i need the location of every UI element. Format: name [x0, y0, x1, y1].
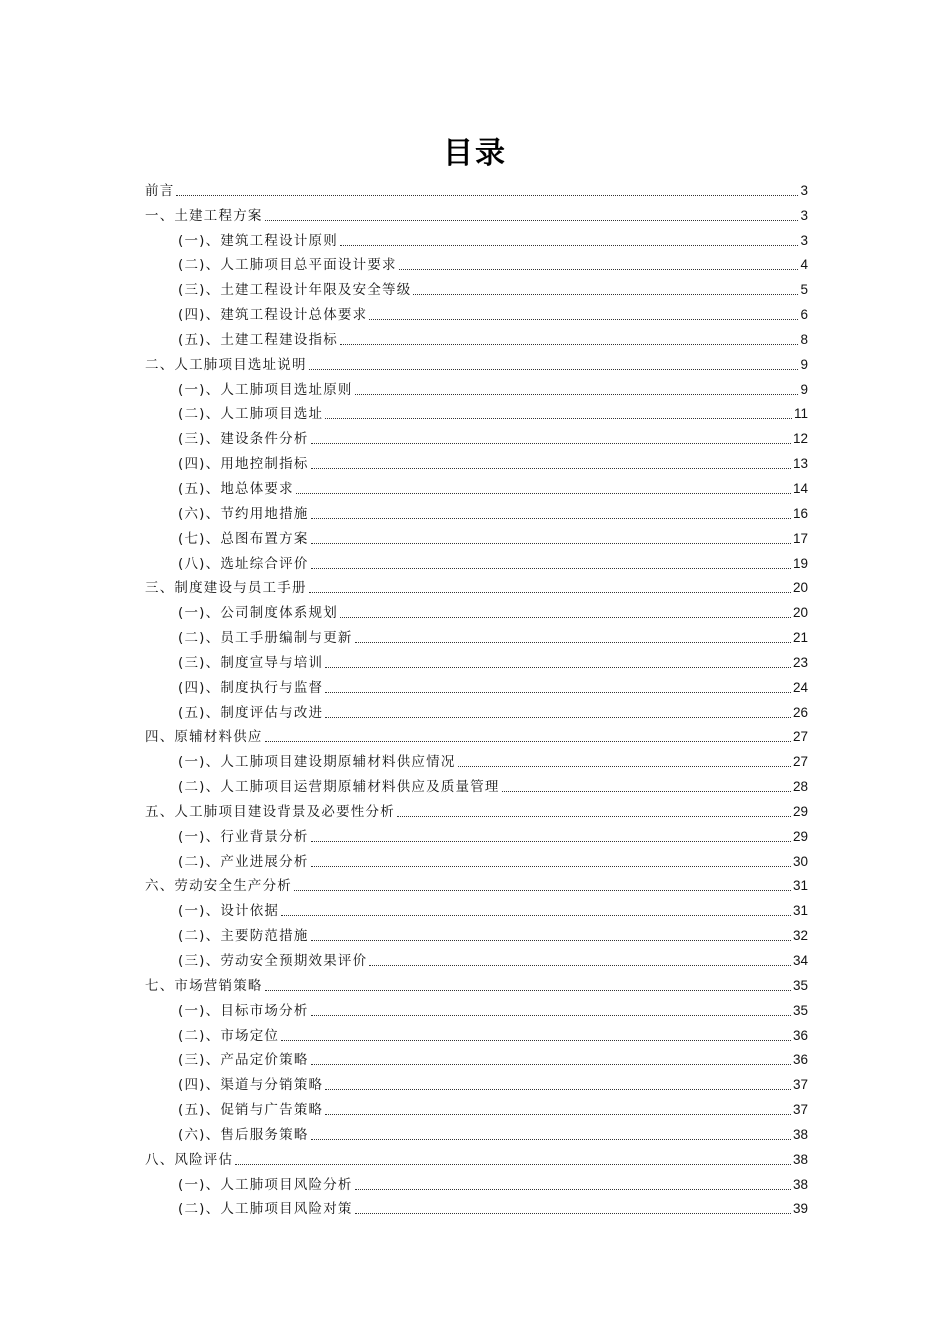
toc-entry-text: (三)、制度宣导与培训	[178, 654, 324, 671]
toc-page-number: 24	[792, 679, 808, 695]
toc-page-number: 3	[800, 207, 808, 223]
toc-entry-text: (二)、人工肺项目总平面设计要求	[178, 257, 397, 274]
toc-entry-text: (三)、土建工程设计年限及安全等级	[178, 282, 412, 299]
toc-entry[interactable]	[145, 323, 808, 348]
toc-entry[interactable]	[145, 596, 808, 621]
toc-page-number: 39	[792, 1201, 808, 1217]
toc-page-number: 38	[792, 1151, 808, 1167]
toc-entry-text: 八、风险评估	[145, 1151, 234, 1168]
toc-entry[interactable]	[145, 994, 808, 1019]
toc-entry[interactable]	[145, 1068, 808, 1093]
toc-entry[interactable]	[145, 770, 808, 795]
dot-leader	[296, 492, 791, 494]
toc-entry-text: (八)、选址综合评价	[178, 555, 309, 572]
toc-entry[interactable]	[145, 1168, 808, 1193]
toc-entry[interactable]	[145, 745, 808, 770]
toc-entry[interactable]	[145, 373, 808, 398]
toc-page-number: 12	[792, 431, 808, 447]
toc-entry-text: (六)、售后服务策略	[178, 1126, 309, 1143]
toc-entry-text: (一)、人工肺项目建设期原辅材料供应情况	[178, 754, 456, 771]
toc-entry-text: (六)、节约用地措施	[178, 505, 309, 522]
toc-page-number: 38	[792, 1176, 808, 1192]
dot-leader	[355, 393, 799, 395]
toc-entry[interactable]	[145, 969, 808, 994]
toc-page-number: 29	[792, 803, 808, 819]
dot-leader	[265, 740, 791, 742]
toc-page-number: 14	[792, 480, 808, 496]
toc-entry-text: 一、土建工程方案	[145, 207, 263, 224]
dot-leader	[325, 666, 791, 668]
toc-entry-text: 五、人工肺项目建设背景及必要性分析	[145, 803, 395, 820]
toc-entry-text: (二)、市场定位	[178, 1027, 280, 1044]
toc-page-number: 30	[792, 853, 808, 869]
toc-entry-text: (三)、建设条件分析	[178, 431, 309, 448]
toc-entry[interactable]	[145, 795, 808, 820]
dot-leader	[176, 194, 798, 196]
toc-entry[interactable]	[145, 224, 808, 249]
dot-leader	[399, 268, 799, 270]
toc-page-number: 35	[792, 977, 808, 993]
toc-entry[interactable]	[145, 721, 808, 746]
toc-entry[interactable]	[145, 621, 808, 646]
toc-entry-text: (三)、劳动安全预期效果评价	[178, 953, 368, 969]
toc-page-number: 36	[792, 1052, 808, 1068]
dot-leader	[309, 591, 791, 593]
toc-page-number: 27	[792, 729, 808, 745]
toc-title: 目录	[443, 136, 507, 171]
toc-entry-text: (四)、建筑工程设计总体要求	[178, 307, 368, 324]
toc-entry-text: (二)、主要防范措施	[178, 928, 309, 945]
toc-entry-text: 四、原辅材料供应	[145, 729, 263, 746]
toc-entry-text: (四)、用地控制指标	[178, 456, 309, 473]
toc-entry-text: (一)、人工肺项目风险分析	[178, 1176, 353, 1193]
toc-page-number: 19	[792, 555, 808, 571]
toc-entry-text: 三、制度建设与员工手册	[145, 580, 307, 597]
toc-entry-text: (二)、产业进展分析	[178, 853, 309, 870]
toc-entry[interactable]	[145, 522, 808, 547]
dot-leader	[265, 989, 791, 991]
toc-page-number: 4	[800, 257, 808, 273]
toc-page-number: 29	[792, 828, 808, 844]
toc-entry-text: 二、人工肺项目选址说明	[145, 356, 307, 373]
dot-leader	[355, 1188, 791, 1190]
toc-entry[interactable]	[145, 696, 808, 721]
toc-entry-text: (一)、行业背景分析	[178, 828, 309, 845]
dot-leader	[369, 964, 791, 966]
toc-entry[interactable]	[145, 447, 808, 472]
toc-page-number: 11	[793, 406, 808, 422]
toc-entry[interactable]	[145, 497, 808, 522]
toc-page-number: 28	[792, 779, 808, 795]
toc-page-number: 6	[800, 307, 808, 323]
dot-leader	[311, 1063, 791, 1065]
dot-leader	[281, 914, 791, 916]
toc-page-number: 5	[800, 282, 808, 298]
toc-entry-text: 前言	[145, 182, 175, 199]
dot-leader	[369, 318, 798, 320]
toc-entry[interactable]	[145, 1143, 808, 1168]
dot-leader	[502, 790, 791, 792]
toc-page-number: 37	[792, 1102, 808, 1118]
toc-page-number: 36	[792, 1027, 808, 1043]
toc-entry-text: (一)、建筑工程设计原则	[178, 232, 338, 249]
toc-entry[interactable]	[145, 1044, 808, 1069]
dot-leader	[311, 1138, 791, 1140]
dot-leader	[413, 293, 798, 295]
toc-entry[interactable]	[145, 1019, 808, 1044]
toc-page-number: 3	[800, 232, 808, 248]
toc-entry[interactable]	[145, 671, 808, 696]
toc-entry-text: (五)、土建工程建设指标	[178, 331, 338, 348]
toc-entry-text: (五)、地总体要求	[178, 480, 294, 497]
toc-entry[interactable]	[145, 174, 808, 199]
toc-entry[interactable]	[145, 894, 808, 919]
toc-entry-text: (二)、员工手册编制与更新	[178, 630, 353, 647]
toc-entry-text: (一)、人工肺项目选址原则	[178, 381, 353, 398]
toc-page-number: 3	[800, 182, 808, 198]
dot-leader	[311, 939, 791, 941]
toc-page-number: 9	[800, 381, 808, 397]
dot-leader	[340, 244, 799, 246]
dot-leader	[265, 219, 799, 221]
toc-entry[interactable]	[145, 820, 808, 845]
toc-page-number: 9	[800, 356, 808, 372]
toc-page-number: 31	[792, 903, 808, 919]
toc-entry[interactable]	[145, 1093, 808, 1118]
toc-entry[interactable]	[145, 348, 808, 373]
dot-leader	[325, 691, 791, 693]
dot-leader	[294, 889, 791, 891]
toc-entry[interactable]	[145, 1118, 808, 1143]
toc-page-number: 8	[800, 331, 808, 347]
table-of-contents	[145, 174, 808, 1217]
toc-entry[interactable]	[145, 199, 808, 224]
toc-entry[interactable]	[145, 422, 808, 447]
dot-leader	[397, 815, 791, 817]
dot-leader	[340, 616, 791, 618]
toc-entry[interactable]	[145, 1193, 808, 1218]
dot-leader	[325, 1088, 791, 1090]
toc-entry-text: (二)、人工肺项目选址	[178, 406, 324, 423]
toc-page-number: 37	[792, 1077, 808, 1093]
toc-entry[interactable]	[145, 919, 808, 944]
toc-entry[interactable]	[145, 646, 808, 671]
toc-page-number: 34	[792, 953, 808, 968]
dot-leader	[325, 716, 791, 718]
toc-page-number: 27	[792, 754, 808, 770]
toc-entry-text: 七、市场营销策略	[145, 977, 263, 994]
toc-entry[interactable]	[145, 944, 808, 969]
toc-entry[interactable]	[145, 547, 808, 572]
toc-entry-text: (一)、设计依据	[178, 903, 280, 920]
toc-page-number: 17	[792, 530, 808, 546]
dot-leader	[281, 1039, 791, 1041]
toc-page-number: 38	[792, 1126, 808, 1142]
toc-page-number: 20	[792, 605, 808, 621]
dot-leader	[325, 417, 792, 419]
toc-entry-text: (三)、产品定价策略	[178, 1052, 309, 1069]
dot-leader	[325, 1113, 791, 1115]
toc-page-number: 13	[792, 456, 808, 472]
dot-leader	[311, 865, 791, 867]
toc-entry[interactable]	[145, 273, 808, 298]
dot-leader	[311, 1014, 791, 1016]
dot-leader	[311, 840, 791, 842]
toc-entry[interactable]	[145, 845, 808, 870]
toc-page-number: 31	[792, 878, 808, 894]
toc-entry[interactable]	[145, 398, 808, 423]
toc-entry-text: (四)、渠道与分销策略	[178, 1077, 324, 1094]
toc-entry-text: (一)、目标市场分析	[178, 1002, 309, 1019]
toc-page-number: 32	[792, 928, 808, 944]
dot-leader	[235, 1163, 791, 1165]
toc-page-number: 26	[792, 704, 808, 720]
toc-entry-text: (五)、制度评估与改进	[178, 704, 324, 721]
toc-entry-text: 六、劳动安全生产分析	[145, 878, 292, 895]
dot-leader	[355, 1212, 791, 1214]
toc-entry-text: (二)、人工肺项目运营期原辅材料供应及质量管理	[178, 779, 500, 796]
dot-leader	[311, 467, 791, 469]
toc-page-number: 20	[792, 580, 808, 596]
toc-entry[interactable]	[145, 870, 808, 895]
toc-entry-text: (二)、人工肺项目风险对策	[178, 1201, 353, 1218]
dot-leader	[309, 368, 799, 370]
toc-entry-text: (七)、总图布置方案	[178, 530, 309, 547]
dot-leader	[311, 442, 791, 444]
toc-page-number: 35	[792, 1002, 808, 1018]
toc-entry-text: (四)、制度执行与监督	[178, 679, 324, 696]
toc-page-number: 21	[792, 630, 808, 646]
dot-leader	[340, 343, 799, 345]
dot-leader	[311, 517, 791, 519]
toc-entry[interactable]	[145, 249, 808, 274]
dot-leader	[311, 567, 791, 569]
toc-entry[interactable]	[145, 298, 808, 323]
toc-entry[interactable]	[145, 572, 808, 597]
toc-page-number: 23	[792, 654, 808, 670]
toc-page-number: 16	[792, 505, 808, 521]
dot-leader	[458, 765, 791, 767]
dot-leader	[311, 542, 791, 544]
toc-entry-text: (五)、促销与广告策略	[178, 1102, 324, 1119]
toc-entry-text: (一)、公司制度体系规划	[178, 605, 338, 622]
toc-entry[interactable]	[145, 472, 808, 497]
dot-leader	[355, 641, 791, 643]
